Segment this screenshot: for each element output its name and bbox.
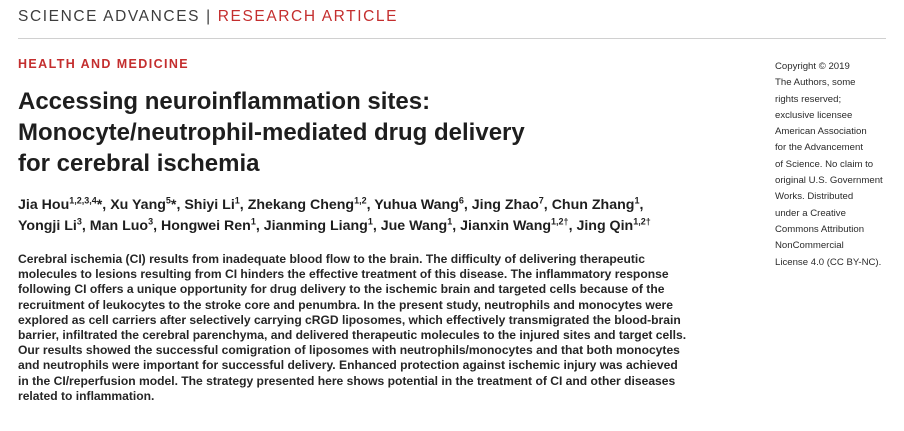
- title-line: Accessing neuroinflammation sites:: [18, 88, 431, 115]
- author-name[interactable]: Jianxin Wang: [460, 218, 552, 234]
- author-separator: ,: [366, 197, 375, 213]
- author-separator: ,: [153, 218, 161, 234]
- author-separator: ,: [543, 197, 552, 213]
- author-name[interactable]: Jue Wang: [380, 218, 448, 234]
- author-name[interactable]: Jing Zhao: [471, 197, 539, 213]
- author-separator: ,: [239, 197, 248, 213]
- author-separator: ,: [452, 218, 461, 234]
- author-affiliation: 7: [538, 195, 544, 206]
- title-line: Monocyte/neutrophil-mediated drug delivery: [18, 119, 525, 146]
- journal-header: [18, 8, 398, 26]
- header-divider: [18, 38, 886, 39]
- author-name[interactable]: Yongji Li: [18, 218, 77, 234]
- author-affiliation: 3: [148, 216, 154, 227]
- author-affiliation: 1: [367, 216, 373, 227]
- journal-name: SCIENCE ADVANCES: [18, 8, 201, 25]
- abstract: Cerebral ischemia (CI) results from inadequate blood flow to the brain. The difficulty of delivering therapeutic molecules to lesions resulting from CI hinders the effective treatment of this disease. The inflammatory response following CI offers a unique opportunity for drug delivery to the ischemic brain and targeted cells because of the recruitment of leukocytes to the stroke core and penumbra. In the present study, neutrophils and monocytes were explored as cell carriers after selectively carrying cRGD liposomes, which effectively transmigrated the blood-brain barrier, infiltrated the cerebral parenchyma, and delivered therapeutic molecules to the injured sites and target cells. Our results showed the successful comigration of liposomes with neutrophils/monocytes and that both monocytes and neutrophils were important for successful delivery. Enhanced protection against ischemic injury was achieved in the CI/reperfusion model. The strategy presented here shows potential in the treatment of CI and other diseases related to inflammation.: [18, 252, 687, 403]
- author-name[interactable]: Man Luo: [89, 218, 149, 234]
- author-separator: ,: [639, 197, 644, 213]
- author-affiliation: 1: [447, 216, 453, 227]
- article-title: [18, 86, 718, 179]
- author-affiliation: 1,2,3,4: [69, 195, 97, 206]
- author-affiliation: 1,2†: [551, 216, 569, 227]
- author-affiliation: 1,2: [354, 195, 367, 206]
- author-affiliation: 1: [250, 216, 256, 227]
- author-affiliation: 3: [76, 216, 82, 227]
- author-line-2: [18, 216, 758, 237]
- section-label: HEALTH AND MEDICINE: [18, 57, 190, 71]
- author-name[interactable]: Jianming Liang: [263, 218, 368, 234]
- author-name[interactable]: Yuhua Wang: [374, 197, 459, 213]
- author-affiliation: 1: [634, 195, 640, 206]
- copyright-license: Copyright © 2019 The Authors, some rights reserved; exclusive licensee American Association for the Advancement of Science. No claim to original U.S. Government Works. Distributed under a Creative Commons Attribution NonCommercial License 4.0 (CC BY-NC).: [775, 61, 883, 268]
- author-separator: ,: [372, 218, 381, 234]
- author-name[interactable]: Zhekang Cheng: [247, 197, 355, 213]
- author-affiliation: 6: [458, 195, 464, 206]
- author-name[interactable]: Shiyi Li: [184, 197, 235, 213]
- author-name[interactable]: Hongwei Ren: [160, 218, 251, 234]
- header-separator: |: [206, 8, 212, 25]
- author-affiliation: 5: [165, 195, 171, 206]
- author-separator: ,: [81, 218, 90, 234]
- title-line: for cerebral ischemia: [18, 150, 260, 177]
- author-name[interactable]: Jing Qin: [576, 218, 634, 234]
- author-separator: *,: [170, 197, 185, 213]
- author-separator: *,: [96, 197, 111, 213]
- author-affiliation: 1,2†: [633, 216, 651, 227]
- author-list: [18, 195, 758, 237]
- author-name[interactable]: Chun Zhang: [551, 197, 635, 213]
- author-name[interactable]: Jia Hou: [18, 197, 70, 213]
- author-separator: ,: [255, 218, 264, 234]
- author-name[interactable]: Xu Yang: [110, 197, 166, 213]
- author-separator: ,: [568, 218, 577, 234]
- author-affiliation: 1: [234, 195, 240, 206]
- author-line-1: [18, 195, 758, 216]
- article-type: RESEARCH ARTICLE: [217, 8, 399, 25]
- author-separator: ,: [463, 197, 472, 213]
